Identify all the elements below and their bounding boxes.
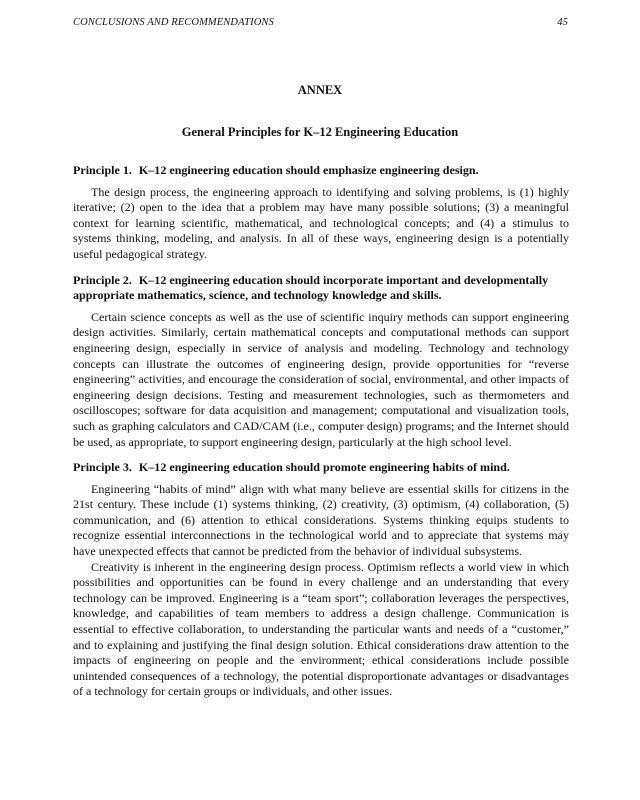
principle-heading-text: K–12 engineering education should emphasize engineering design. [138, 163, 479, 177]
document-body [73, 163, 569, 700]
annex-title: ANNEX [297, 83, 343, 97]
page-number: 45 [557, 17, 568, 28]
principle-number: Principle 1. [73, 163, 132, 177]
principle-number: Principle 3. [73, 460, 132, 475]
paragraph: Certain science concepts as well as the use of scientific inquiry methods can support engineering design activities. Similarly, certain mathematical concepts and computational methods can support engineering design, especially in service of analysis and modeling. Technology and technology concepts can illustrate the outcomes of engineering design, provide opportunities for “reverse engineering” activities, and encourage the consideration of social, environmental, and other impacts of engineering design decisions. Testing and measurement technologies, such as thermometers and oscilloscopes; software for data acquisition and management; computational and visualization tools, such as graphing calculators and CAD/CAM (i.e., computer design) programs; and the Internet should be used, as appropriate, to support engineering design, particularly at the high school level. [73, 309, 569, 449]
principle-heading [73, 460, 569, 476]
principle-heading-text: K–12 engineering education should promote engineering habits of mind. [138, 460, 510, 475]
section-title: CONCLUSIONS AND RECOMMENDATIONS [73, 17, 274, 28]
principle-section [73, 460, 569, 700]
annex-subtitle: General Principles for K–12 Engineering Education [181, 125, 459, 139]
principle-heading [73, 163, 569, 179]
principle-section [73, 163, 569, 263]
paragraph: Engineering “habits of mind” align with what many believe are essential skills for citizens in the 21st century. These include (1) systems thinking, (2) creativity, (3) optimism, (4) collaboration, (5) communication, and (6) attention to ethical considerations. Systems thinking equips students to recognize essential interconnections in the technological world and to appreciate that systems may have unexpected effects that cannot be predicted from the behavior of individual subsystems. [73, 481, 569, 559]
paragraph: Creativity is inherent in the engineering design process. Optimism reflects a world view in which possibilities and opportunities can be found in every challenge and an understanding that every technology can be improved. Engineering is a “team sport”; collaboration leverages the perspectives, knowledge, and capabilities of team members to address a design challenge. Communication is essential to effective collaboration, to understanding the particular wants and needs of a “customer,” and to explaining and justifying the final design solution. Ethical considerations draw attention to the impacts of engineering on people and the environment; ethical considerations include possible unintended consequences of a technology, the potential disproportionate advantages or disadvantages of a technology for certain groups or individuals, and other issues. [73, 559, 569, 699]
paragraph: The design process, the engineering approach to identifying and solving problems, is (1) highly iterative; (2) open to the idea that a problem may have many possible solutions; (3) a meaningful context for learning scientific, mathematical, and technological concepts; and (4) a stimulus to systems thinking, modeling, and analysis. In all of these ways, engineering design is a potentially useful pedagogical strategy. [73, 184, 569, 261]
principle-heading-text: K–12 engineering education should incorporate important and developmentally appropriate mathematics, science, and technology knowledge and skills. [73, 272, 549, 303]
principle-number: Principle 2. [73, 272, 132, 287]
principle-section [73, 273, 569, 451]
running-header [73, 17, 568, 33]
principle-heading [73, 273, 569, 304]
